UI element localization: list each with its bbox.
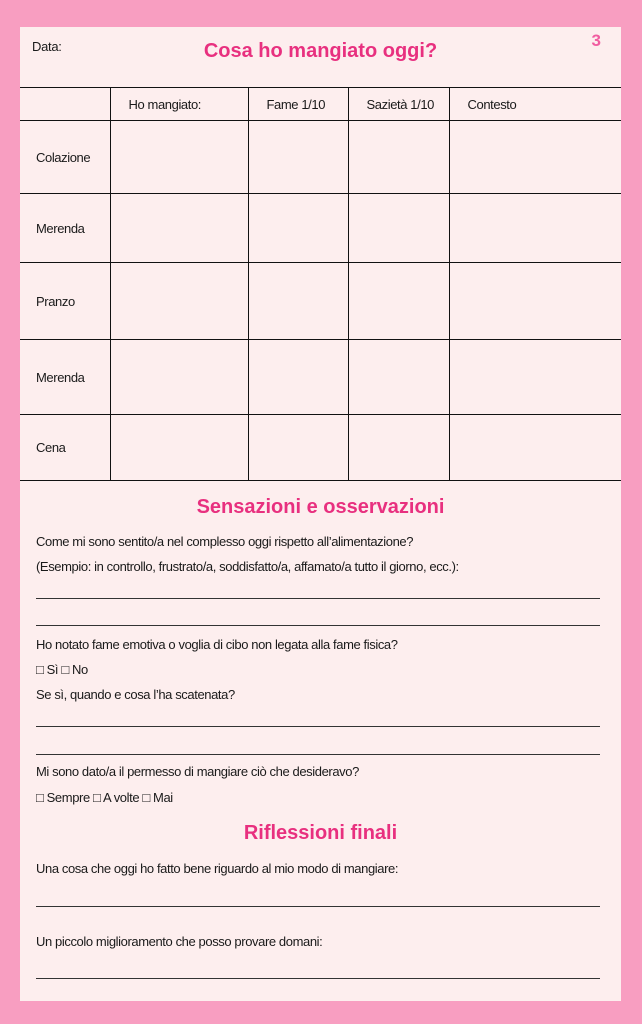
- cell-input[interactable]: [248, 415, 348, 481]
- cell-input[interactable]: [449, 121, 621, 194]
- cell-input[interactable]: [248, 121, 348, 194]
- answer-line[interactable]: [36, 978, 600, 979]
- cell-input[interactable]: [348, 121, 449, 194]
- row-label: Merenda: [20, 194, 110, 263]
- row-label: Merenda: [20, 340, 110, 415]
- section-title-final: Riflessioni finali: [243, 822, 398, 844]
- question-improvement: Un piccolo miglioramento che posso provare domani:: [36, 934, 323, 949]
- cell-input[interactable]: [110, 340, 248, 415]
- cell-input[interactable]: [110, 121, 248, 194]
- cell-input[interactable]: [449, 340, 621, 415]
- answer-line[interactable]: [36, 906, 600, 907]
- column-header: Contesto: [449, 88, 621, 121]
- cell-input[interactable]: [248, 194, 348, 263]
- cell-input[interactable]: [110, 263, 248, 340]
- question-feelings: Come mi sono sentito/a nel complesso oggi rispetto all’alimentazione?: [36, 534, 414, 549]
- row-label: Pranzo: [20, 263, 110, 340]
- yes-no-checkboxes[interactable]: □ Sì □ No: [36, 662, 88, 677]
- cell-input[interactable]: [348, 340, 449, 415]
- column-header: Fame 1/10: [248, 88, 348, 121]
- page-number: 3: [591, 31, 601, 50]
- table-row: [20, 340, 621, 415]
- food-log-table: [20, 87, 621, 481]
- cell-input[interactable]: [348, 194, 449, 263]
- question-did-well: Una cosa che oggi ho fatto bene riguardo al mio modo di mangiare:: [36, 861, 399, 876]
- column-header: [20, 88, 110, 121]
- cell-input[interactable]: [248, 340, 348, 415]
- cell-input[interactable]: [449, 194, 621, 263]
- answer-line[interactable]: [36, 598, 600, 599]
- question-permission: Mi sono dato/a il permesso di mangiare ciò che desideravo?: [36, 764, 359, 779]
- answer-line[interactable]: [36, 754, 600, 755]
- answer-line[interactable]: [36, 625, 600, 626]
- worksheet-page: [20, 27, 621, 1001]
- table-header-row: [20, 88, 621, 121]
- cell-input[interactable]: [449, 263, 621, 340]
- column-header: Ho mangiato:: [110, 88, 248, 121]
- section-title-sensations: Sensazioni e osservazioni: [196, 496, 445, 518]
- table-row: [20, 415, 621, 481]
- cell-input[interactable]: [348, 415, 449, 481]
- frequency-checkboxes[interactable]: □ Sempre □ A volte □ Mai: [36, 790, 173, 805]
- cell-input[interactable]: [348, 263, 449, 340]
- date-label: Data:: [32, 39, 62, 54]
- table-row: [20, 263, 621, 340]
- table-row: [20, 194, 621, 263]
- page-title: Cosa ho mangiato oggi?: [203, 40, 438, 62]
- row-label: Colazione: [20, 121, 110, 194]
- cell-input[interactable]: [449, 415, 621, 481]
- question-emotional-hunger: Ho notato fame emotiva o voglia di cibo non legata alla fame fisica?: [36, 637, 398, 652]
- cell-input[interactable]: [110, 415, 248, 481]
- cell-input[interactable]: [110, 194, 248, 263]
- question-feelings-example: (Esempio: in controllo, frustrato/a, soddisfatto/a, affamato/a tutto il giorno, ecc.):: [36, 559, 459, 574]
- table-row: [20, 121, 621, 194]
- question-trigger: Se sì, quando e cosa l’ha scatenata?: [36, 687, 235, 702]
- row-label: Cena: [20, 415, 110, 481]
- column-header: Sazietà 1/10: [348, 88, 449, 121]
- answer-line[interactable]: [36, 726, 600, 727]
- cell-input[interactable]: [248, 263, 348, 340]
